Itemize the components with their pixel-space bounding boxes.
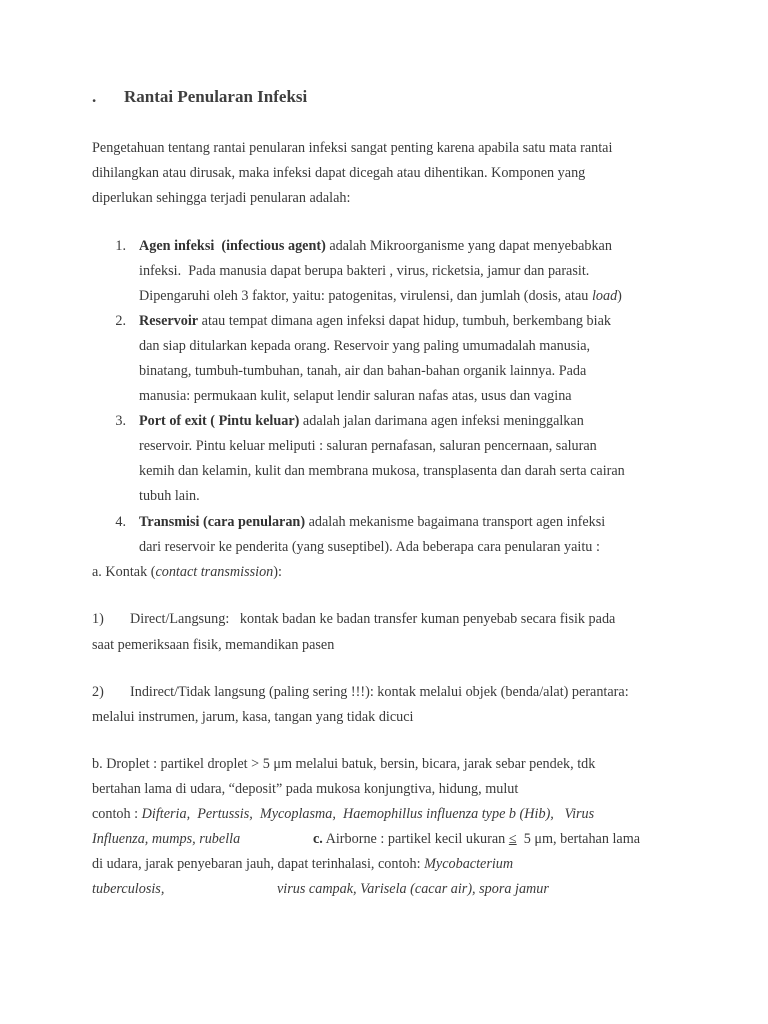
airborne-label: c.	[313, 831, 323, 847]
airborne-line	[277, 880, 549, 898]
direct-line: saat pemeriksaan fisik, memandikan pasen	[92, 637, 335, 653]
droplet-line	[92, 830, 240, 848]
list-item-line	[139, 513, 605, 531]
list-item-line	[139, 312, 611, 330]
list-item-line	[139, 412, 584, 430]
droplet-line: b. Droplet : partikel droplet > 5 μm melalui batuk, bersin, bicara, jarak sebar pendek, tdk	[92, 756, 596, 772]
direct-line: Direct/Langsung: kontak badan ke badan transfer kuman penyebab secara fisik pada	[130, 611, 616, 627]
heading-bullet: .	[92, 87, 97, 106]
kontak-italic: contact transmission	[155, 564, 274, 580]
list-item-line	[139, 237, 612, 255]
item-italic: load	[591, 288, 618, 304]
indirect-line: melalui instrumen, jarum, kasa, tangan yang tidak dicuci	[92, 709, 414, 725]
droplet-line: bertahan lama di udara, “deposit” pada mukosa konjungtiva, hidung, mulut	[92, 781, 519, 797]
item-term: Transmisi (cara penularan)	[139, 514, 306, 530]
airborne-line	[92, 855, 513, 873]
item-term: Port of exit ( Pintu keluar)	[139, 413, 300, 429]
airborne-line	[92, 880, 164, 898]
page-title: Rantai Penularan Infeksi	[124, 87, 308, 106]
item-text: )	[617, 288, 622, 304]
kontak-text: a. Kontak (	[92, 564, 156, 580]
list-item-line: reservoir. Pintu keluar meliputi : saluran pernafasan, saluran pencernaan, saluran	[139, 438, 597, 454]
item-text: adalah mekanisme bagaimana transport agen infeksi	[305, 514, 606, 530]
item-text: atau tempat dimana agen infeksi dapat hidup, tumbuh, berkembang biak	[198, 313, 611, 329]
airborne-text: di udara, jarak penyebaran jauh, dapat terinhalasi, contoh:	[92, 856, 425, 872]
airborne-text: Airborne : partikel kecil ukuran	[322, 831, 509, 847]
indirect-number: 2)	[92, 684, 104, 700]
list-number: 2.	[115, 313, 126, 329]
kontak-heading	[92, 563, 282, 581]
list-number: 3.	[115, 413, 126, 429]
airborne-italic: virus campak, Varisela (cacar air), spora jamur	[277, 881, 549, 897]
airborne-italic: Mycobacterium	[424, 856, 514, 872]
list-item-line: tubuh lain.	[139, 488, 200, 504]
item-text: adalah jalan darimana agen infeksi meninggalkan	[299, 413, 584, 429]
list-item-line	[139, 287, 622, 305]
item-term: Agen infeksi (infectious agent)	[139, 238, 326, 254]
list-number: 4.	[115, 514, 126, 530]
droplet-text: contoh :	[92, 806, 142, 822]
list-number: 1.	[115, 238, 126, 254]
direct-number: 1)	[92, 611, 104, 627]
list-item-line: dari reservoir ke penderita (yang suseptibel). Ada beberapa cara penularan yaitu :	[139, 539, 600, 555]
indirect-line: Indirect/Tidak langsung (paling sering !!!): kontak melalui objek (benda/alat) perantara:	[130, 684, 629, 700]
intro-line: Pengetahuan tentang rantai penularan infeksi sangat penting karena apabila satu mata rantai	[92, 140, 613, 156]
list-item-line: kemih dan kelamin, kulit dan membrana mukosa, transplasenta dan darah serta cairan	[139, 463, 625, 479]
airborne-leq: ≤	[508, 831, 517, 847]
airborne-line	[313, 830, 640, 848]
item-text: adalah Mikroorganisme yang dapat menyebabkan	[325, 238, 612, 254]
item-text: Dipengaruhi oleh 3 faktor, yaitu: patogenitas, virulensi, dan jumlah (dosis, atau	[139, 288, 592, 304]
kontak-text: ):	[273, 564, 282, 580]
list-item-line: dan siap ditularkan kepada orang. Reservoir yang paling umumadalah manusia,	[139, 338, 591, 354]
droplet-line	[92, 805, 594, 823]
intro-line: diperlukan sehingga terjadi penularan adalah:	[92, 190, 351, 206]
list-item-line: manusia: permukaan kulit, selaput lendir saluran nafas atas, usus dan vagina	[139, 388, 572, 404]
airborne-text: 5 μm, bertahan lama	[516, 831, 641, 847]
list-item-line: binatang, tumbuh-tumbuhan, tanah, air dan bahan-bahan organik lainnya. Pada	[139, 363, 587, 379]
airborne-italic: tuberculosis,	[92, 881, 165, 897]
droplet-italic: Influenza, mumps, rubella	[92, 831, 241, 847]
item-term: Reservoir	[139, 313, 199, 329]
intro-line: dihilangkan atau dirusak, maka infeksi dapat dicegah atau dihentikan. Komponen yang	[92, 165, 586, 181]
list-item-line: infeksi. Pada manusia dapat berupa bakteri , virus, ricketsia, jamur dan parasit.	[139, 263, 590, 279]
droplet-italic: Difteria, Pertussis, Mycoplasma, Haemophillus influenza type b (Hib), Virus	[141, 806, 595, 822]
